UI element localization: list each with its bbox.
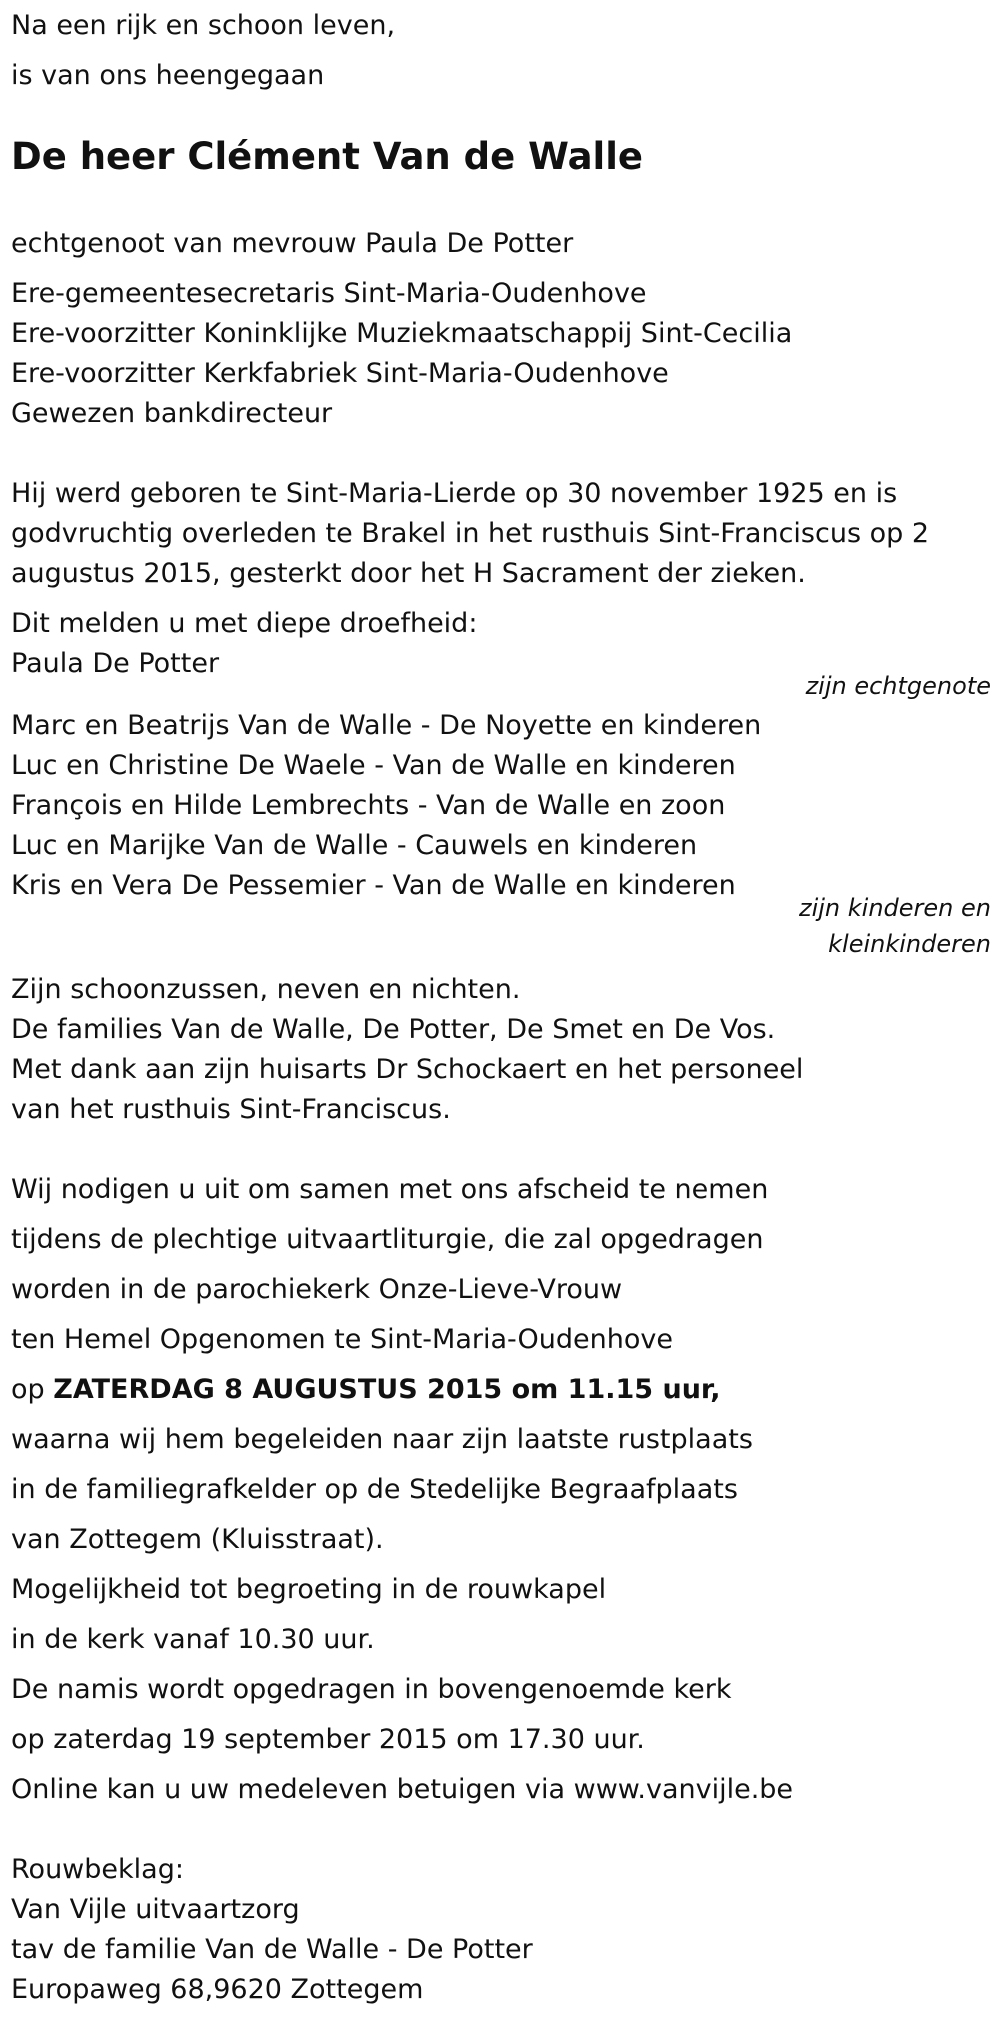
condolence-line: Rouwbeklag: [11,1854,184,1885]
children-role [691,890,991,962]
funeral-date-line [11,1370,721,1410]
invitation-line: waarna wij hem begeleiden naar zijn laatste rustplaats [11,1424,753,1455]
invitation-line: in de familiegrafkelder op de Stedelijke Begraafplaats [11,1474,738,1505]
funeral-date-prefix: op [11,1374,54,1405]
title-line: Ere-gemeentesecretaris Sint-Maria-Oudenhove [11,278,647,309]
invitation-line: tijdens de plechtige uitvaartliturgie, die zal opgedragen [11,1224,764,1255]
birth-death-line: Hij werd geboren te Sint-Maria-Lierde op 30 november 1925 en is [11,478,898,509]
relatives-line: De families Van de Walle, De Potter, De Smet en De Vos. [11,1014,776,1045]
intro-line-1: Na een rijk en schoon leven, [11,10,396,41]
invitation-line: ten Hemel Opgenomen te Sint-Maria-Oudenhove [11,1324,673,1355]
child-line: Luc en Christine De Waele - Van de Walle en kinderen [11,750,736,781]
deceased-name: De heer Clément Van de Walle [11,135,644,178]
condolence-line: Europaweg 68,9620 Zottegem [11,1974,424,2005]
birth-death-line: godvruchtig overleden te Brakel in het rusthuis Sint-Franciscus op 2 [11,518,930,549]
condolence-line: tav de familie Van de Walle - De Potter [11,1934,533,1965]
child-line: Luc en Marijke Van de Walle - Cauwels en kinderen [11,830,698,861]
relatives-line: Zijn schoonzussen, neven en nichten. [11,974,521,1005]
invitation-line: in de kerk vanaf 10.30 uur. [11,1624,375,1655]
spouse-line: echtgenoot van mevrouw Paula De Potter [11,228,574,259]
invitation-line: De namis wordt opgedragen in bovengenoemde kerk [11,1674,732,1705]
invitation-line: Wij nodigen u uit om samen met ons afscheid te nemen [11,1174,769,1205]
relatives-line: van het rusthuis Sint-Franciscus. [11,1094,451,1125]
spouse-name: Paula De Potter [11,648,220,679]
invitation-line: Mogelijkheid tot begroeting in de rouwkapel [11,1574,607,1605]
birth-death-line: augustus 2015, gesterkt door het H Sacrament der zieken. [11,558,806,589]
child-line: Kris en Vera De Pessemier - Van de Walle en kinderen [11,870,736,901]
child-line: François en Hilde Lembrechts - Van de Walle en zoon [11,790,726,821]
invitation-line: worden in de parochiekerk Onze-Lieve-Vrouw [11,1274,623,1305]
announce-line: Dit melden u met diepe droefheid: [11,608,478,639]
condolence-line: Van Vijle uitvaartzorg [11,1894,300,1925]
children-role-line: zijn kinderen en [799,894,991,922]
funeral-date: ZATERDAG 8 AUGUSTUS 2015 om 11.15 uur, [53,1374,721,1405]
title-line: Gewezen bankdirecteur [11,398,333,429]
spouse-role-text: zijn echtgenote [805,672,991,700]
title-line: Ere-voorzitter Koninklijke Muziekmaatschappij Sint-Cecilia [11,318,793,349]
online-condolence-line: Online kan u uw medeleven betuigen via www.vanvijle.be [11,1774,794,1805]
title-line: Ere-voorzitter Kerkfabriek Sint-Maria-Oudenhove [11,358,669,389]
spouse-role [691,668,991,704]
intro-line-2: is van ons heengegaan [11,60,325,91]
relatives-line: Met dank aan zijn huisarts Dr Schockaert en het personeel [11,1054,804,1085]
child-line: Marc en Beatrijs Van de Walle - De Noyette en kinderen [11,710,762,741]
children-role-line: kleinkinderen [828,930,991,958]
invitation-line: op zaterdag 19 september 2015 om 17.30 uur. [11,1724,645,1755]
invitation-line: van Zottegem (Kluisstraat). [11,1524,384,1555]
